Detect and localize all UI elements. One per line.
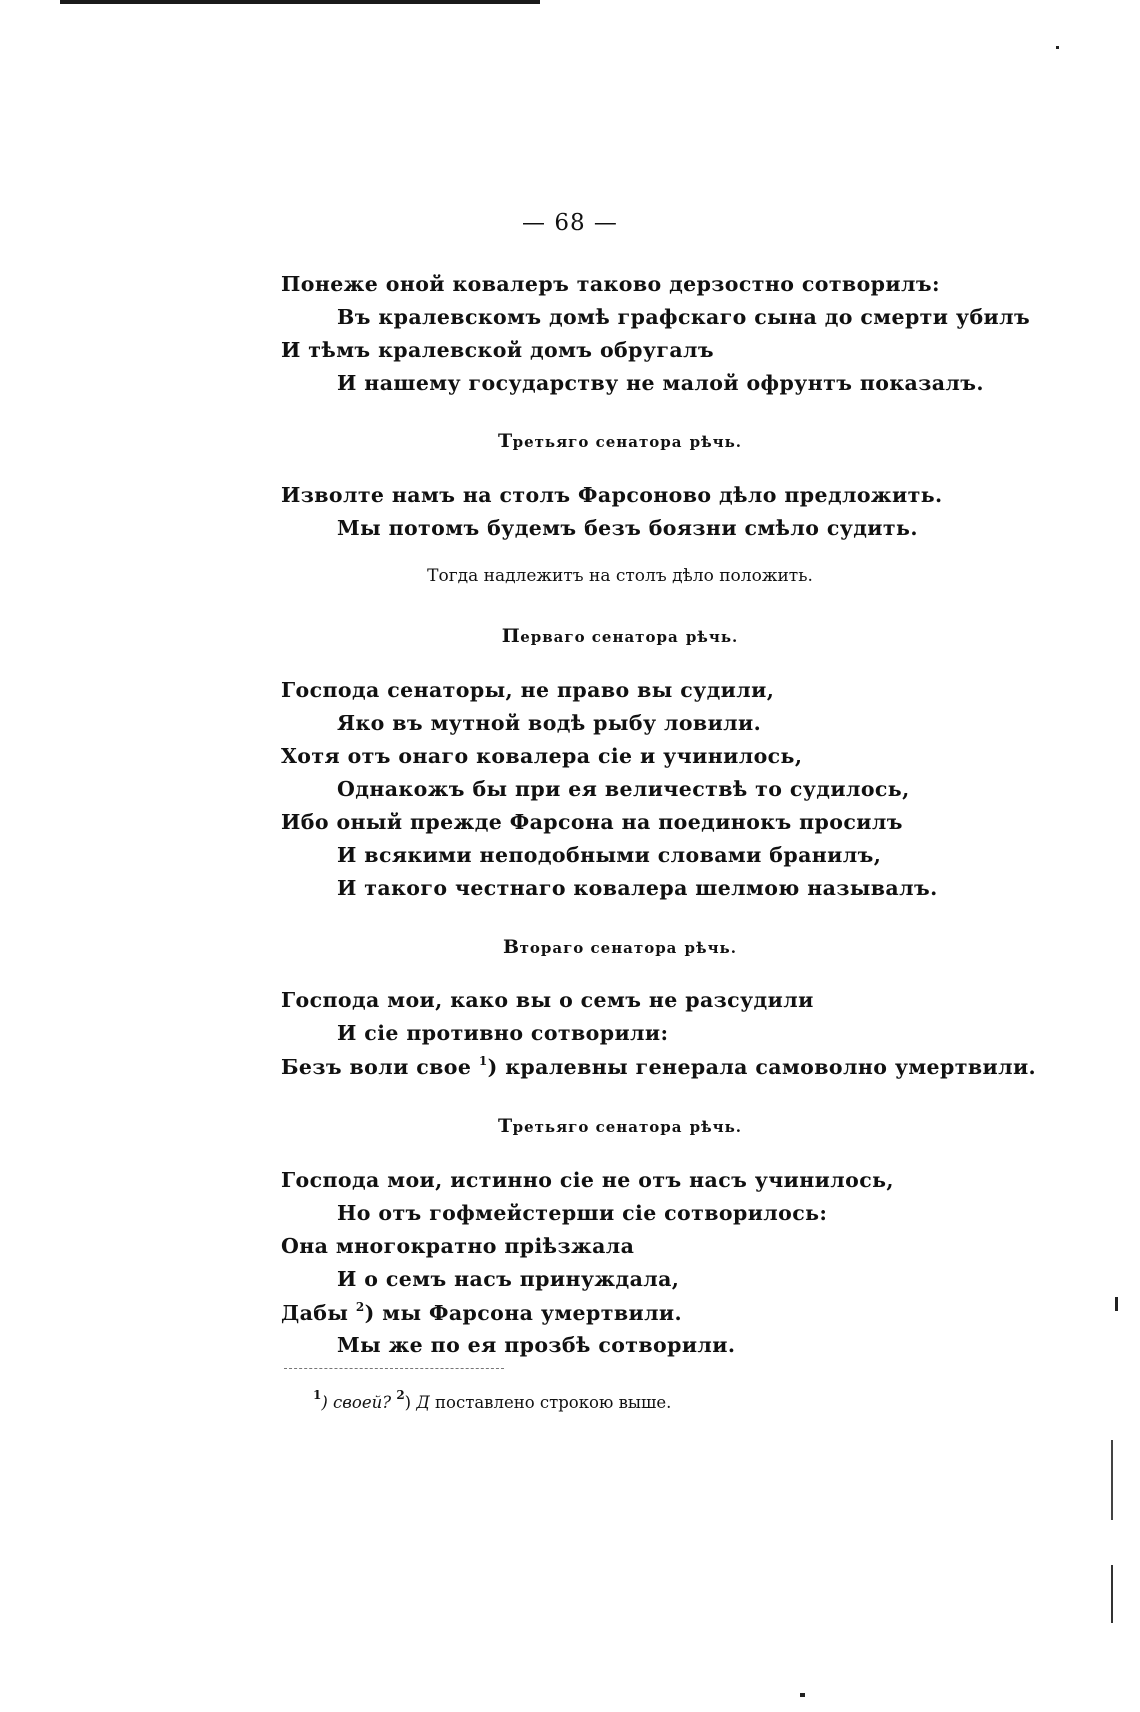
scan-speck: [1056, 46, 1059, 49]
speech-heading-first-senator: Перваго сенатора рѣчь.: [501, 625, 739, 647]
scan-edge-mark: [1111, 1565, 1113, 1623]
verse-line: Яко въ мутной водѣ рыбу ловили.: [337, 711, 762, 735]
verse-line: Мы потомъ будемъ безъ боязни смѣло судить.: [337, 516, 918, 540]
verse-line: Изволте намъ на столъ Фарсоново дѣло предложить.: [281, 483, 943, 507]
speech-heading-third-senator: Третьяго сенатора рѣчь.: [497, 430, 743, 452]
top-border-rule: [60, 0, 540, 4]
verse-line: И нашему государству не малой офрунтъ показалъ.: [337, 371, 984, 395]
verse-line: Понеже оной ковалеръ таково дерзостно сотворилъ:: [281, 272, 940, 296]
verse-line: И тѣмъ кралевской домъ обругалъ: [281, 338, 714, 362]
verse-line: Господа мои, истинно сіе не отъ насъ учинилось,: [281, 1168, 894, 1192]
verse-line: И сіе противно сотворили:: [337, 1021, 669, 1045]
verse-line: Ибо оный прежде Фарсона на поединокъ просилъ: [281, 810, 903, 834]
verse-line: Она многократно пріѣзжала: [281, 1234, 635, 1258]
scan-speck: [1115, 1297, 1118, 1311]
verse-line: Въ кралевскомъ домѣ графскаго сына до смерти убилъ: [337, 305, 1031, 329]
scan-speck: [800, 1693, 805, 1697]
verse-line-with-footnote: Безъ воли свое $^1$) кралевны генерала самоволно умертвили.: [281, 1054, 1037, 1079]
stage-direction: Тогда надлежитъ на столъ дѣло положить.: [427, 566, 813, 586]
verse-line: Хотя отъ онаго ковалера сіе и учинилось,: [281, 744, 803, 768]
verse-line: Но отъ гофмейстерши сіе сотворилось:: [337, 1201, 828, 1225]
verse-line: Господа сенаторы, не право вы судили,: [281, 678, 775, 702]
scan-edge-mark: [1111, 1440, 1113, 1520]
footnote-mark: 2: [355, 1300, 365, 1314]
verse-line-with-footnote: Дабы $^2$) мы Фарсона умертвили.: [281, 1300, 683, 1325]
verse-line: И такого честнаго ковалера шелмою называлъ.: [337, 876, 938, 900]
speech-heading-third-senator: Третьяго сенатора рѣчь.: [497, 1115, 743, 1137]
footnote-separator: [284, 1368, 504, 1369]
verse-line: Господа мои, како вы о семъ не разсудили: [281, 988, 814, 1012]
page-number: — 68 —: [522, 210, 618, 236]
footnote-mark: 1: [478, 1054, 488, 1068]
verse-line: Мы же по ея прозбѣ сотворили.: [337, 1333, 736, 1357]
footnotes: $^1$) своей? $^2$) Д поставлено строкою выше.: [313, 1388, 672, 1412]
verse-line: Однакожъ бы при ея величествѣ то судилось,: [337, 777, 910, 801]
verse-line: И всякими неподобными словами бранилъ,: [337, 843, 882, 867]
verse-line: И о семъ насъ принуждала,: [337, 1267, 680, 1291]
speech-heading-second-senator: Втораго сенатора рѣчь.: [503, 936, 737, 958]
